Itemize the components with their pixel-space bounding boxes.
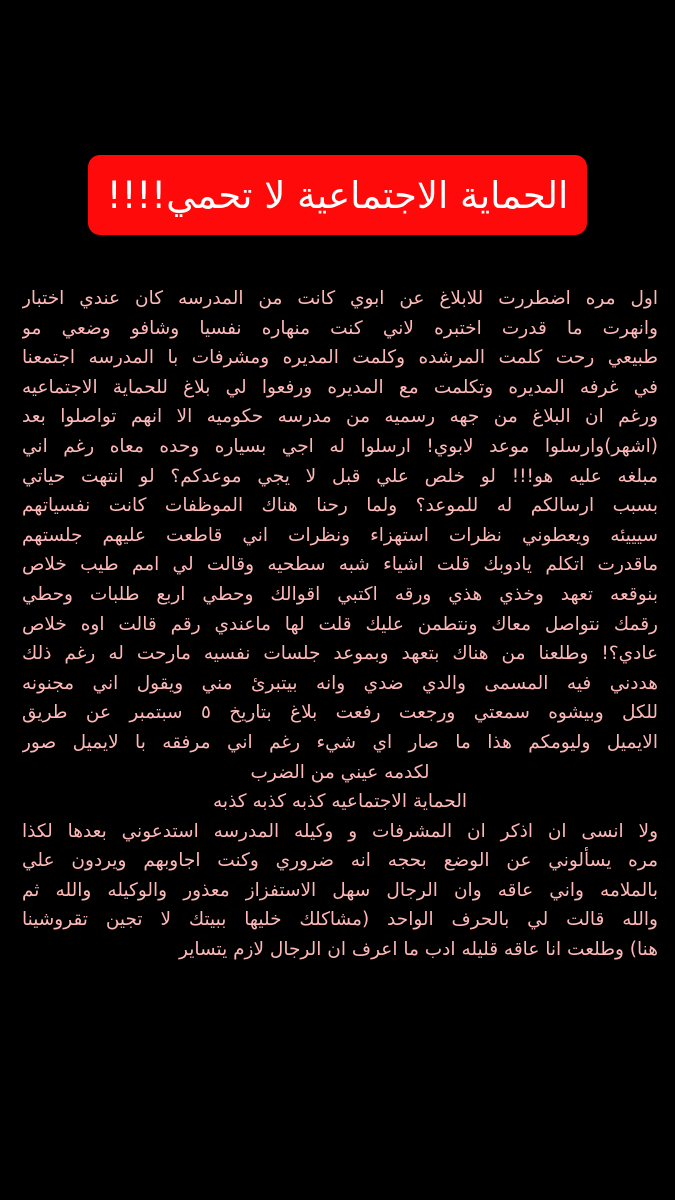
story-line: اول مره اضطررت للابلاغ عن ابوي كانت من المدرسه كان عندي اختبار (22, 288, 658, 309)
story-line: بسبب ارسالكم له للموعد؟ ولما رحنا هناك الموظفات كانت نفسياتهم (22, 495, 658, 517)
story-line: سيييئه ويعطوني نظرات استهزاء ونظرات اني قاطعت عليهم جلستهم (22, 524, 658, 546)
story-line: رقمك نتواصل معاك ونتطمن عليك قلت لها ماعندي رقم قالت اوه خلاص (22, 613, 658, 635)
story-line: مبلغه عليه هو!!! لو خلص علي قبل لا يجي موعدكم؟ لو انتهت حياتي (22, 465, 658, 487)
story-line: الايميل وليومكم هذا ما صار اي شيء رغم اني مرفقه با لايميل صور (22, 731, 658, 753)
story-line: مره يسألوني عن الوضع بحجه انه ضروري وكنت اجاوبهم ويردون علي (22, 850, 658, 872)
story-line: لكدمه عيني من الضرب (250, 761, 430, 783)
story-line: في غرفه المديره وتكلمت مع المديره ورفعوا لي بلاغ للحماية الاجتماعيه (22, 376, 658, 398)
story-line: وانهرت ما قدرت اختبره لاني كنت منهاره نفسيا وشافو وضعي مو (22, 317, 658, 339)
story-line: بالملامه واني عاقه وان الرجال سهل الاستفزاز معذور والوكيله والله ثم (22, 879, 658, 901)
story-line: ولا انسى ان اذكر ان المشرفات و وكيله المدرسه استدعوني بعدها لكذا (22, 820, 658, 842)
story-line: (اشهر)وارسلوا موعد لابوي! ارسلوا له اجي بسياره وحده معاه رغم اني (22, 435, 658, 457)
story-line: هددني فيه المسمى والدي ضدي وانه بيتبرئ مني ويقول اني مجنونه (22, 672, 658, 694)
story-line: هنا) وطلعت انا عاقه قليله ادب ما اعرف ان الرجال لازم يتساير (178, 939, 658, 961)
story-line: والله قالت لي بالحرف الواحد (مشاكلك خليها ببيتك لا تجين تقروشينا (22, 909, 658, 931)
title-banner (88, 155, 587, 235)
story-line: الحماية الاجتماعيه كذبه كذبه كذبه (213, 791, 467, 813)
page-title: الحماية الاجتماعية لا تحمي!!!! (106, 173, 569, 217)
story-line: بنوقعه تعهد وخذي هذي ورقه اكتبي اقوالك وحطي اربع طلبات وحطي (22, 583, 658, 605)
story-line: ماقدرت اتكلم يادوبك قلت اشياء شبه سطحيه وقالت لي امم طيب خلاص (22, 554, 658, 576)
story-line: طبيعي رحت كلمت المرشده وكلمت المديره ومشرفات با المدرسه اجتمعنا (22, 347, 658, 369)
story-line: ورغم ان البلاغ من جهه رسميه من مدرسه حكوميه الا انهم تواصلوا بعد (22, 406, 658, 428)
story-line: للكل وبيشوه سمعتي ورجعت رفعت بلاغ بتاريخ ٥ سبتمبر عن طريق (22, 702, 658, 724)
story-text-block (22, 284, 658, 965)
story-line: عادي؟! وطلعنا من هناك بتعهد وبموعد جلسات نفسيه مارحت له رغم ذلك (22, 643, 658, 665)
